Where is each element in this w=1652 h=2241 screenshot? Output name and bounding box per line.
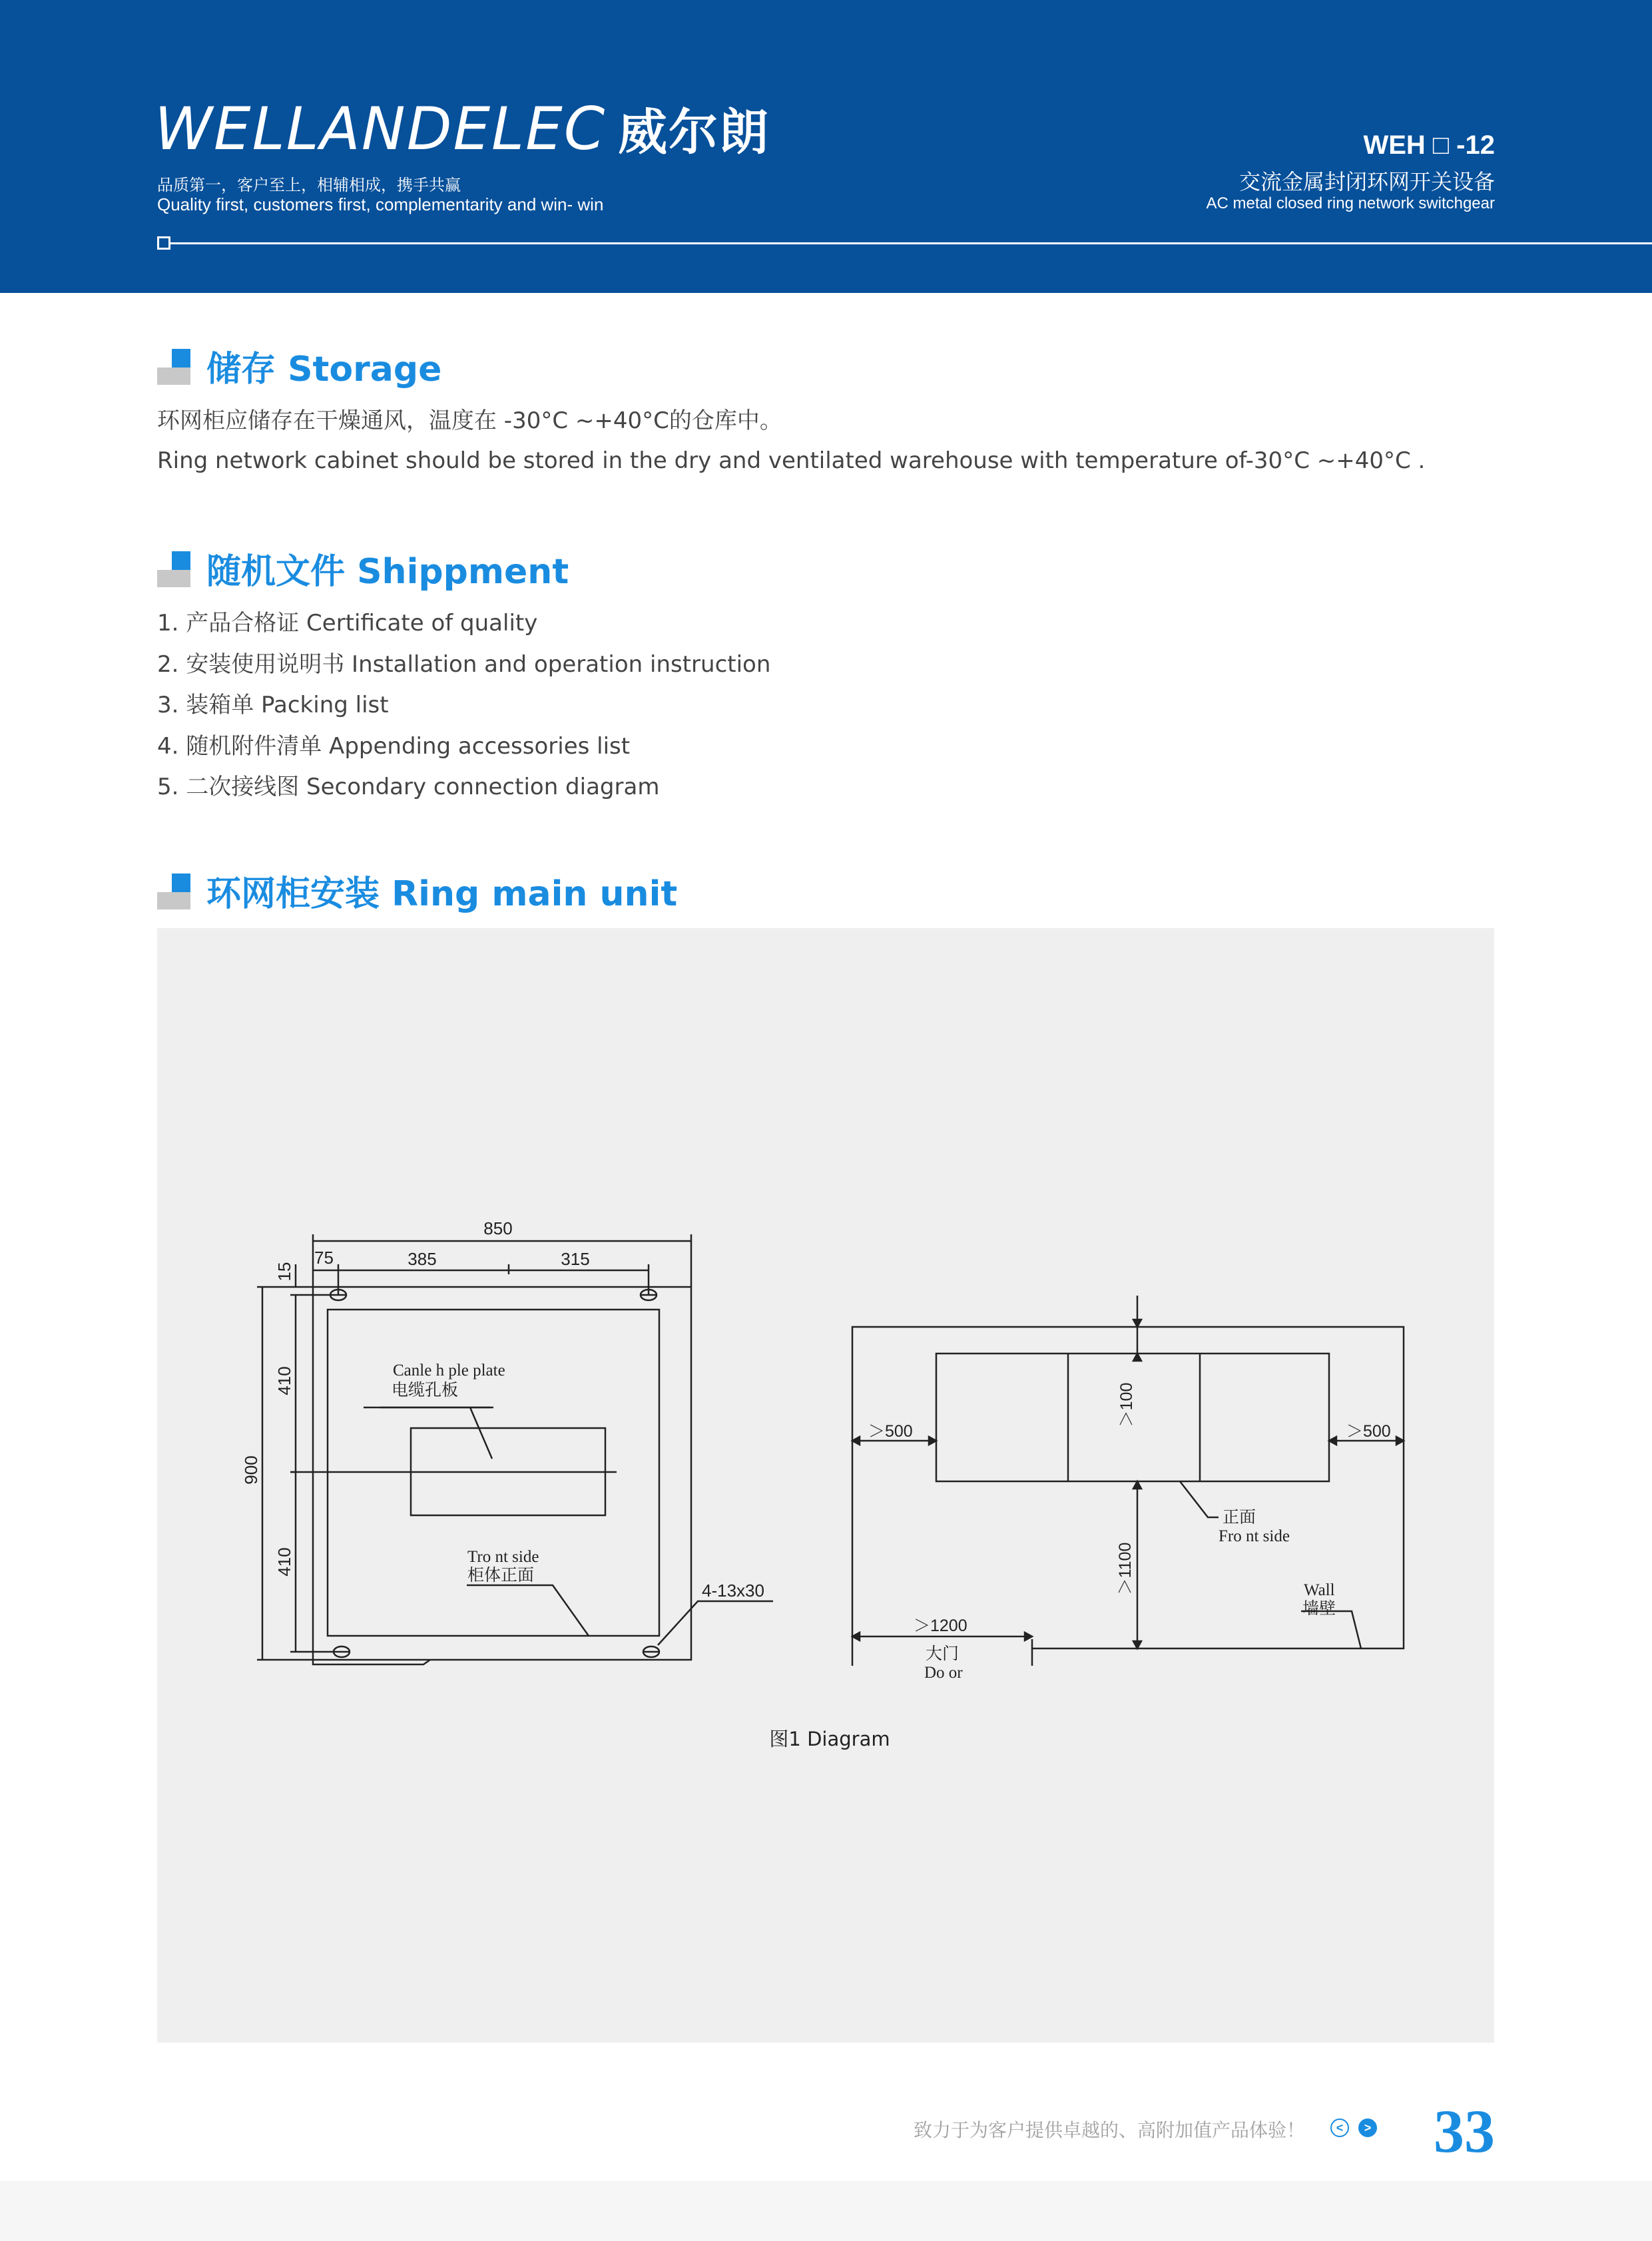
gap-door-label: ＞1200 [914, 1617, 967, 1635]
wall-label-en: Wall [1304, 1581, 1335, 1599]
cable-plate-label-en: Canle h ple plate [393, 1362, 505, 1379]
diagram-panel [157, 928, 1494, 2043]
product-name-cn: 交流金属封闭环网开关设备 [1239, 169, 1495, 194]
dim-total-width: 850 [483, 1218, 513, 1238]
front-side-label-en: Tro nt side [467, 1548, 539, 1566]
brand-name-cn: 威尔朗 [618, 104, 770, 161]
door-label-en: Do or [924, 1664, 963, 1682]
section-bullet-icon [157, 349, 194, 386]
model-number: WEH □ -12 [1363, 130, 1495, 160]
gap-top-label: ＞100 [1117, 1382, 1136, 1427]
dim-lower: 410 [274, 1547, 294, 1577]
section-bullet-icon [157, 873, 194, 911]
list-item: 2. 安装使用说明书 Installation and operation instruction [157, 651, 771, 678]
wall-label-cn: 墙壁 [1302, 1599, 1336, 1618]
list-item: 1. 产品合格证 Certificate of quality [157, 610, 538, 636]
list-item: 3. 装箱单 Packing list [157, 692, 389, 718]
brand-logo [154, 93, 770, 164]
tagline-en: Quality first, customers first, complementarity and win- win [157, 194, 604, 214]
section-bullet-icon [157, 551, 194, 589]
storage-text-en: Ring network cabinet should be stored in the dry and ventilated warehouse with temperature of-30°C ~+40°C . [157, 447, 1426, 474]
front-side-label-cn: 柜体正面 [467, 1565, 535, 1585]
dim-edge: 75 [314, 1248, 334, 1268]
page-bottom-band [0, 2181, 1652, 2241]
storage-text-cn: 环网柜应储存在干燥通风，温度在 -30°C ~+40°C的仓库中。 [157, 407, 782, 434]
front-label-en: Fro nt side [1219, 1527, 1290, 1545]
list-item: 5. 二次接线图 Secondary connection diagram [157, 774, 660, 800]
page-number: 33 [1434, 2097, 1495, 2165]
base-outer-frame [313, 1287, 691, 1660]
gap-left-label: ＞500 [868, 1422, 913, 1441]
leader-line [467, 1585, 589, 1636]
cabinet-base-drawing [257, 1234, 773, 1664]
section-title: 储存 Storage [206, 350, 442, 389]
leader-line [658, 1601, 773, 1645]
brand-name: WELLANDELEC [154, 95, 607, 163]
front-label-cn: 正面 [1223, 1507, 1256, 1527]
dim-right: 315 [561, 1249, 590, 1269]
header-divider [170, 242, 1652, 244]
section-title: 随机文件 Shippment [206, 552, 569, 592]
previous-page-button[interactable]: < [1330, 2118, 1349, 2137]
dim-left: 385 [408, 1249, 437, 1269]
gap-front-label: ＞1100 [1116, 1542, 1135, 1595]
tagline-cn: 品质第一，客户至上，相辅相成，携手共赢 [157, 176, 461, 194]
dim-upper: 410 [274, 1366, 294, 1395]
dim-height: 900 [241, 1455, 261, 1485]
header-square-icon [157, 236, 170, 250]
section-title: 环网柜安装 Ring main unit [206, 874, 678, 914]
product-name-en: AC metal closed ring network switchgear [1206, 194, 1495, 212]
gap-right-label: ＞500 [1346, 1422, 1391, 1441]
cable-plate-label-cn: 电缆孔板 [392, 1380, 459, 1399]
next-page-button[interactable]: > [1358, 2118, 1377, 2137]
list-item: 4. 随机附件清单 Appending accessories list [157, 733, 631, 760]
dim-top-margin: 15 [274, 1262, 294, 1282]
header-banner [0, 0, 1652, 293]
leader-line [1180, 1481, 1219, 1517]
door-label-cn: 大门 [926, 1644, 960, 1663]
installation-diagram [157, 928, 1494, 2043]
diagram-caption: 图1 Diagram [769, 1728, 890, 1750]
footer-slogan: 致力于为客户提供卓越的、高附加值产品体验！ [914, 2119, 1306, 2141]
hole-spec-label: 4-13x30 [702, 1581, 764, 1601]
leader-line [470, 1407, 492, 1459]
